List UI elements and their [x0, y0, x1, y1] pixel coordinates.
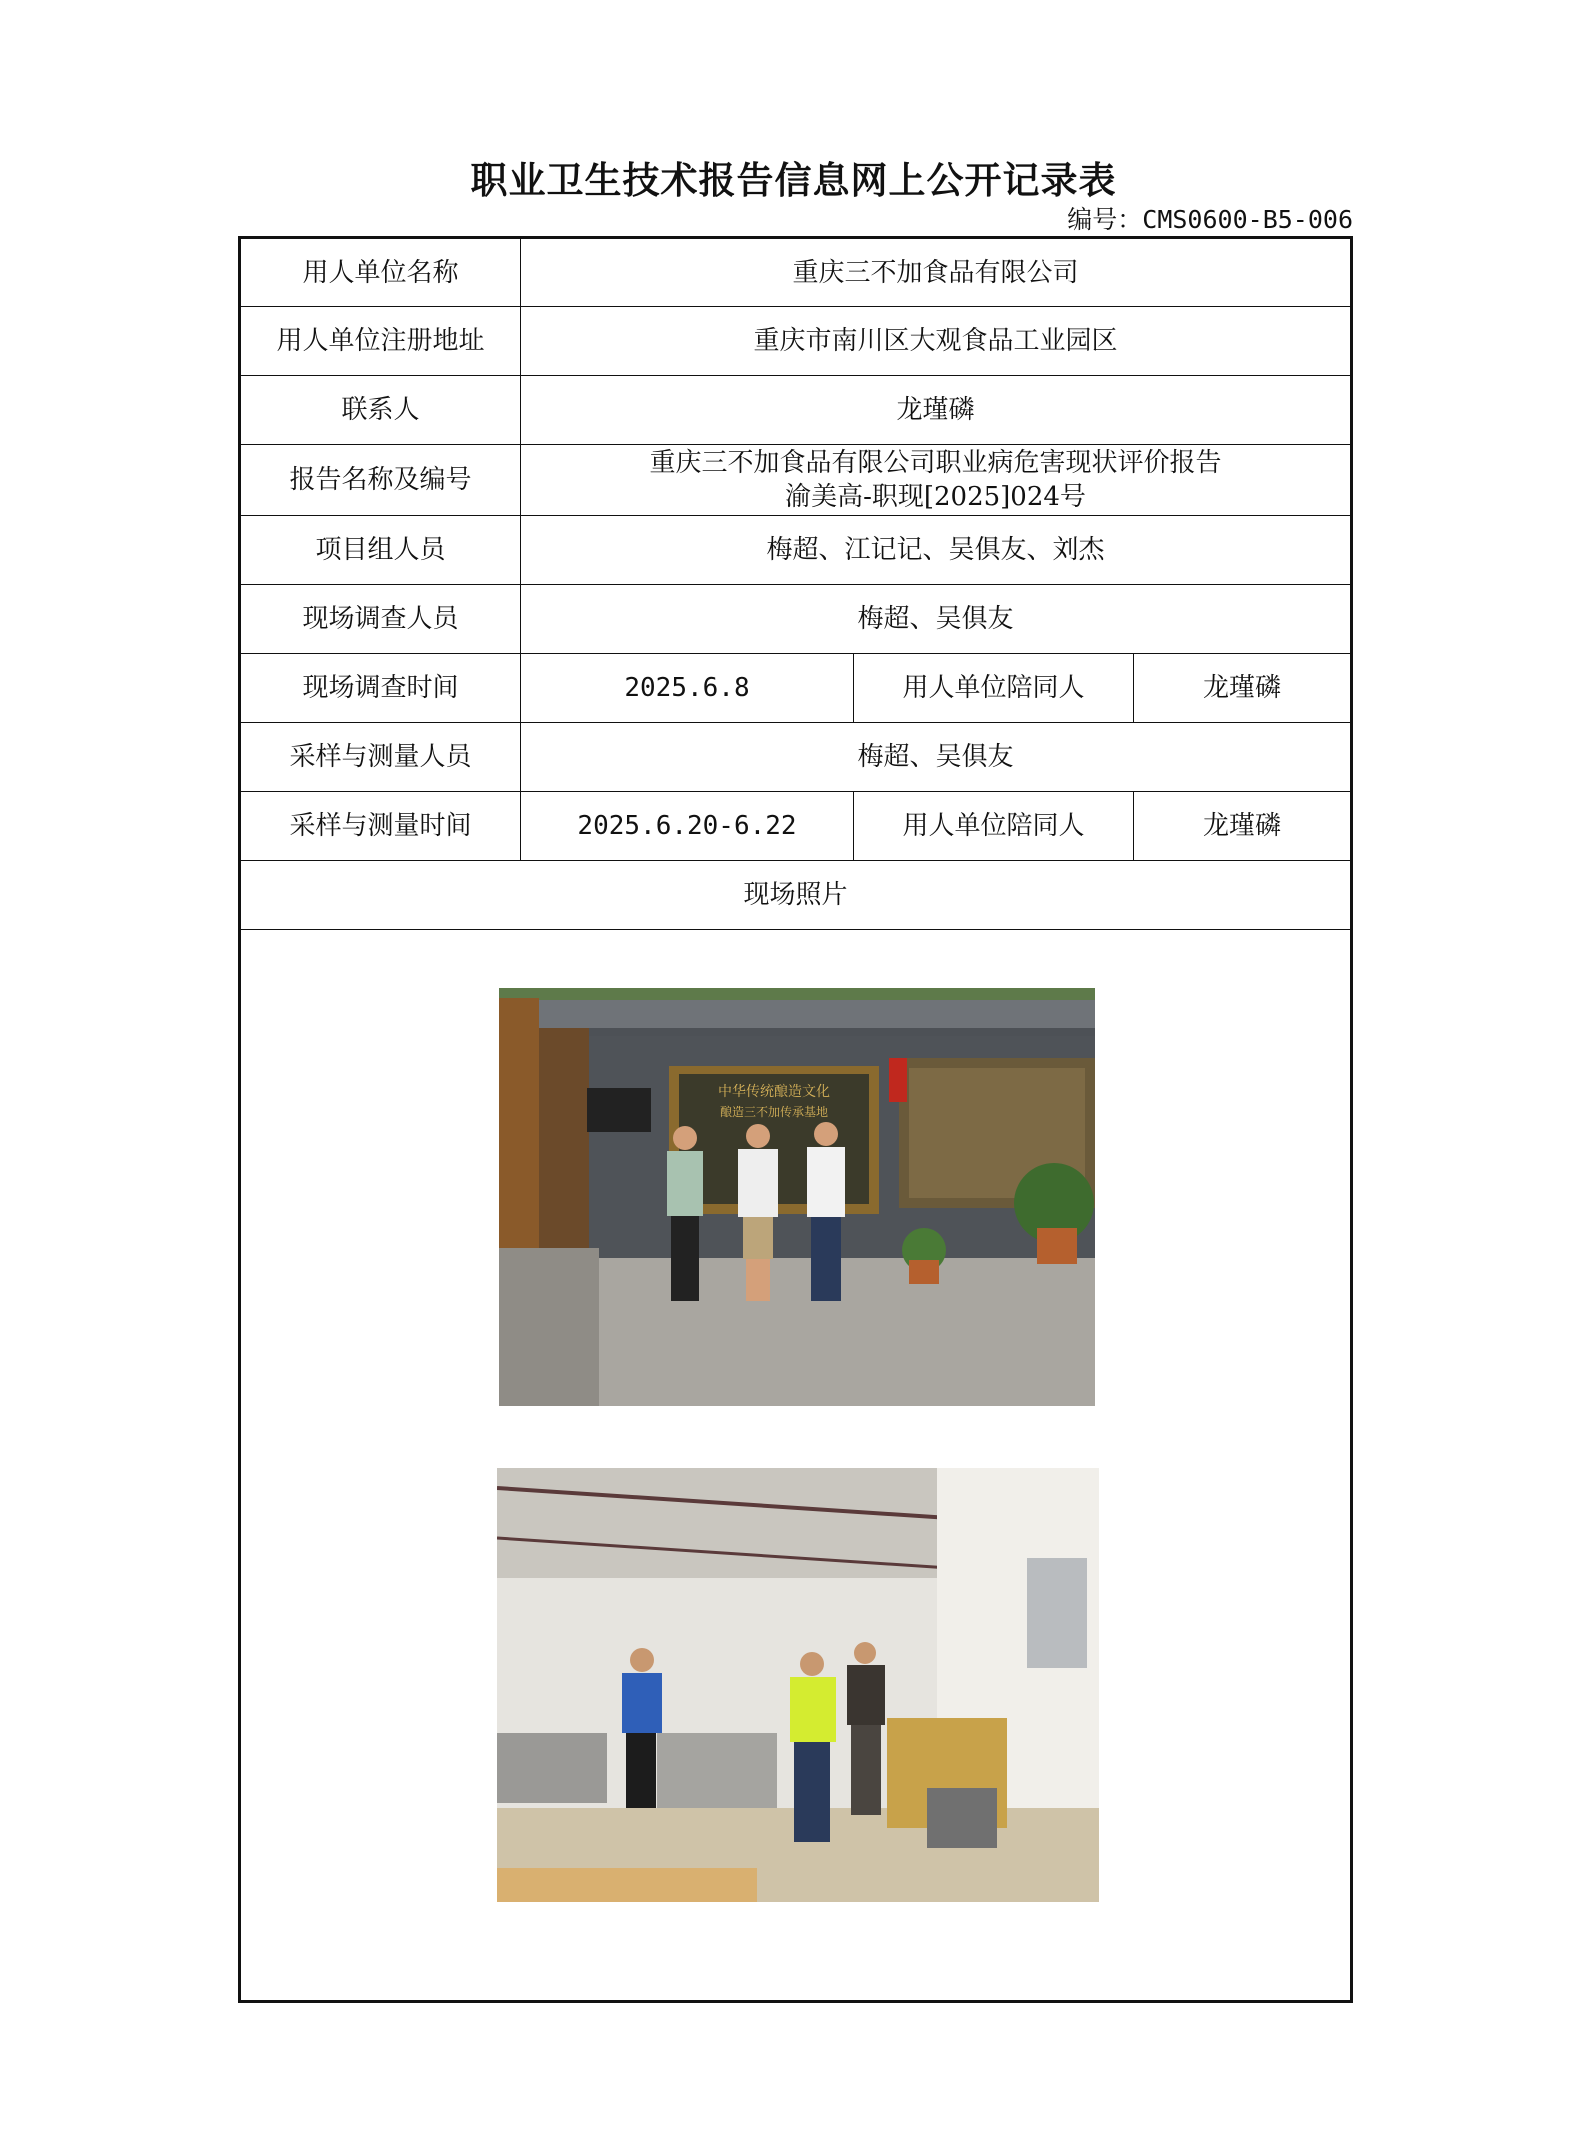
team-value: 梅超、江记记、吴俱友、刘杰 — [521, 516, 1352, 585]
sampling-time-value: 2025.6.20-6.22 — [521, 792, 854, 861]
survey-companion-value: 龙瑾磷 — [1134, 654, 1352, 723]
team-label: 项目组人员 — [240, 516, 521, 585]
row-photos-header — [240, 861, 1352, 930]
sampling-time-label: 采样与测量时间 — [240, 792, 521, 861]
contact-label: 联系人 — [240, 376, 521, 445]
document-title: 职业卫生技术报告信息网上公开记录表 — [470, 158, 1117, 202]
photos-label: 现场照片 — [240, 861, 1352, 930]
survey-time-label: 现场调查时间 — [240, 654, 521, 723]
employer-address-label: 用人单位注册地址 — [240, 307, 521, 376]
row-sampling-time — [240, 792, 1352, 861]
row-survey-time — [240, 654, 1352, 723]
survey-staff-value: 梅超、吴俱友 — [521, 585, 1352, 654]
sampling-staff-label: 采样与测量人员 — [240, 723, 521, 792]
site-photo-workers — [497, 1468, 1099, 1902]
record-form-table — [238, 236, 1353, 2003]
employer-name-value: 重庆三不加食品有限公司 — [521, 238, 1352, 307]
report-value — [521, 445, 1352, 516]
sign-text-line2: 酿造三不加传承基地 — [719, 1105, 829, 1119]
sign-text-line1: 中华传统酿造文化 — [718, 1084, 830, 1100]
row-survey-staff — [240, 585, 1352, 654]
report-number: 渝美高-职现[2025]024号 — [785, 482, 1086, 512]
row-employer-address — [240, 307, 1352, 376]
row-photos — [240, 930, 1352, 2002]
survey-companion-label: 用人单位陪同人 — [854, 654, 1134, 723]
survey-staff-label: 现场调查人员 — [240, 585, 521, 654]
sampling-staff-value: 梅超、吴俱友 — [521, 723, 1352, 792]
site-photo-group — [499, 988, 1095, 1406]
contact-value: 龙瑾磷 — [521, 376, 1352, 445]
survey-time-value: 2025.6.8 — [521, 654, 854, 723]
row-employer-name — [240, 238, 1352, 307]
employer-name-label: 用人单位名称 — [240, 238, 521, 307]
row-team — [240, 516, 1352, 585]
sampling-companion-value: 龙瑾磷 — [1134, 792, 1352, 861]
document-number: 编号：CMS0600-B5-006 — [1067, 205, 1353, 234]
row-report — [240, 445, 1352, 516]
report-label: 报告名称及编号 — [240, 445, 521, 516]
photos-cell — [240, 930, 1352, 2002]
report-name: 重庆三不加食品有限公司职业病危害现状评价报告 — [649, 448, 1222, 478]
row-contact — [240, 376, 1352, 445]
employer-address-value: 重庆市南川区大观食品工业园区 — [521, 307, 1352, 376]
sampling-companion-label: 用人单位陪同人 — [854, 792, 1134, 861]
row-sampling-staff — [240, 723, 1352, 792]
